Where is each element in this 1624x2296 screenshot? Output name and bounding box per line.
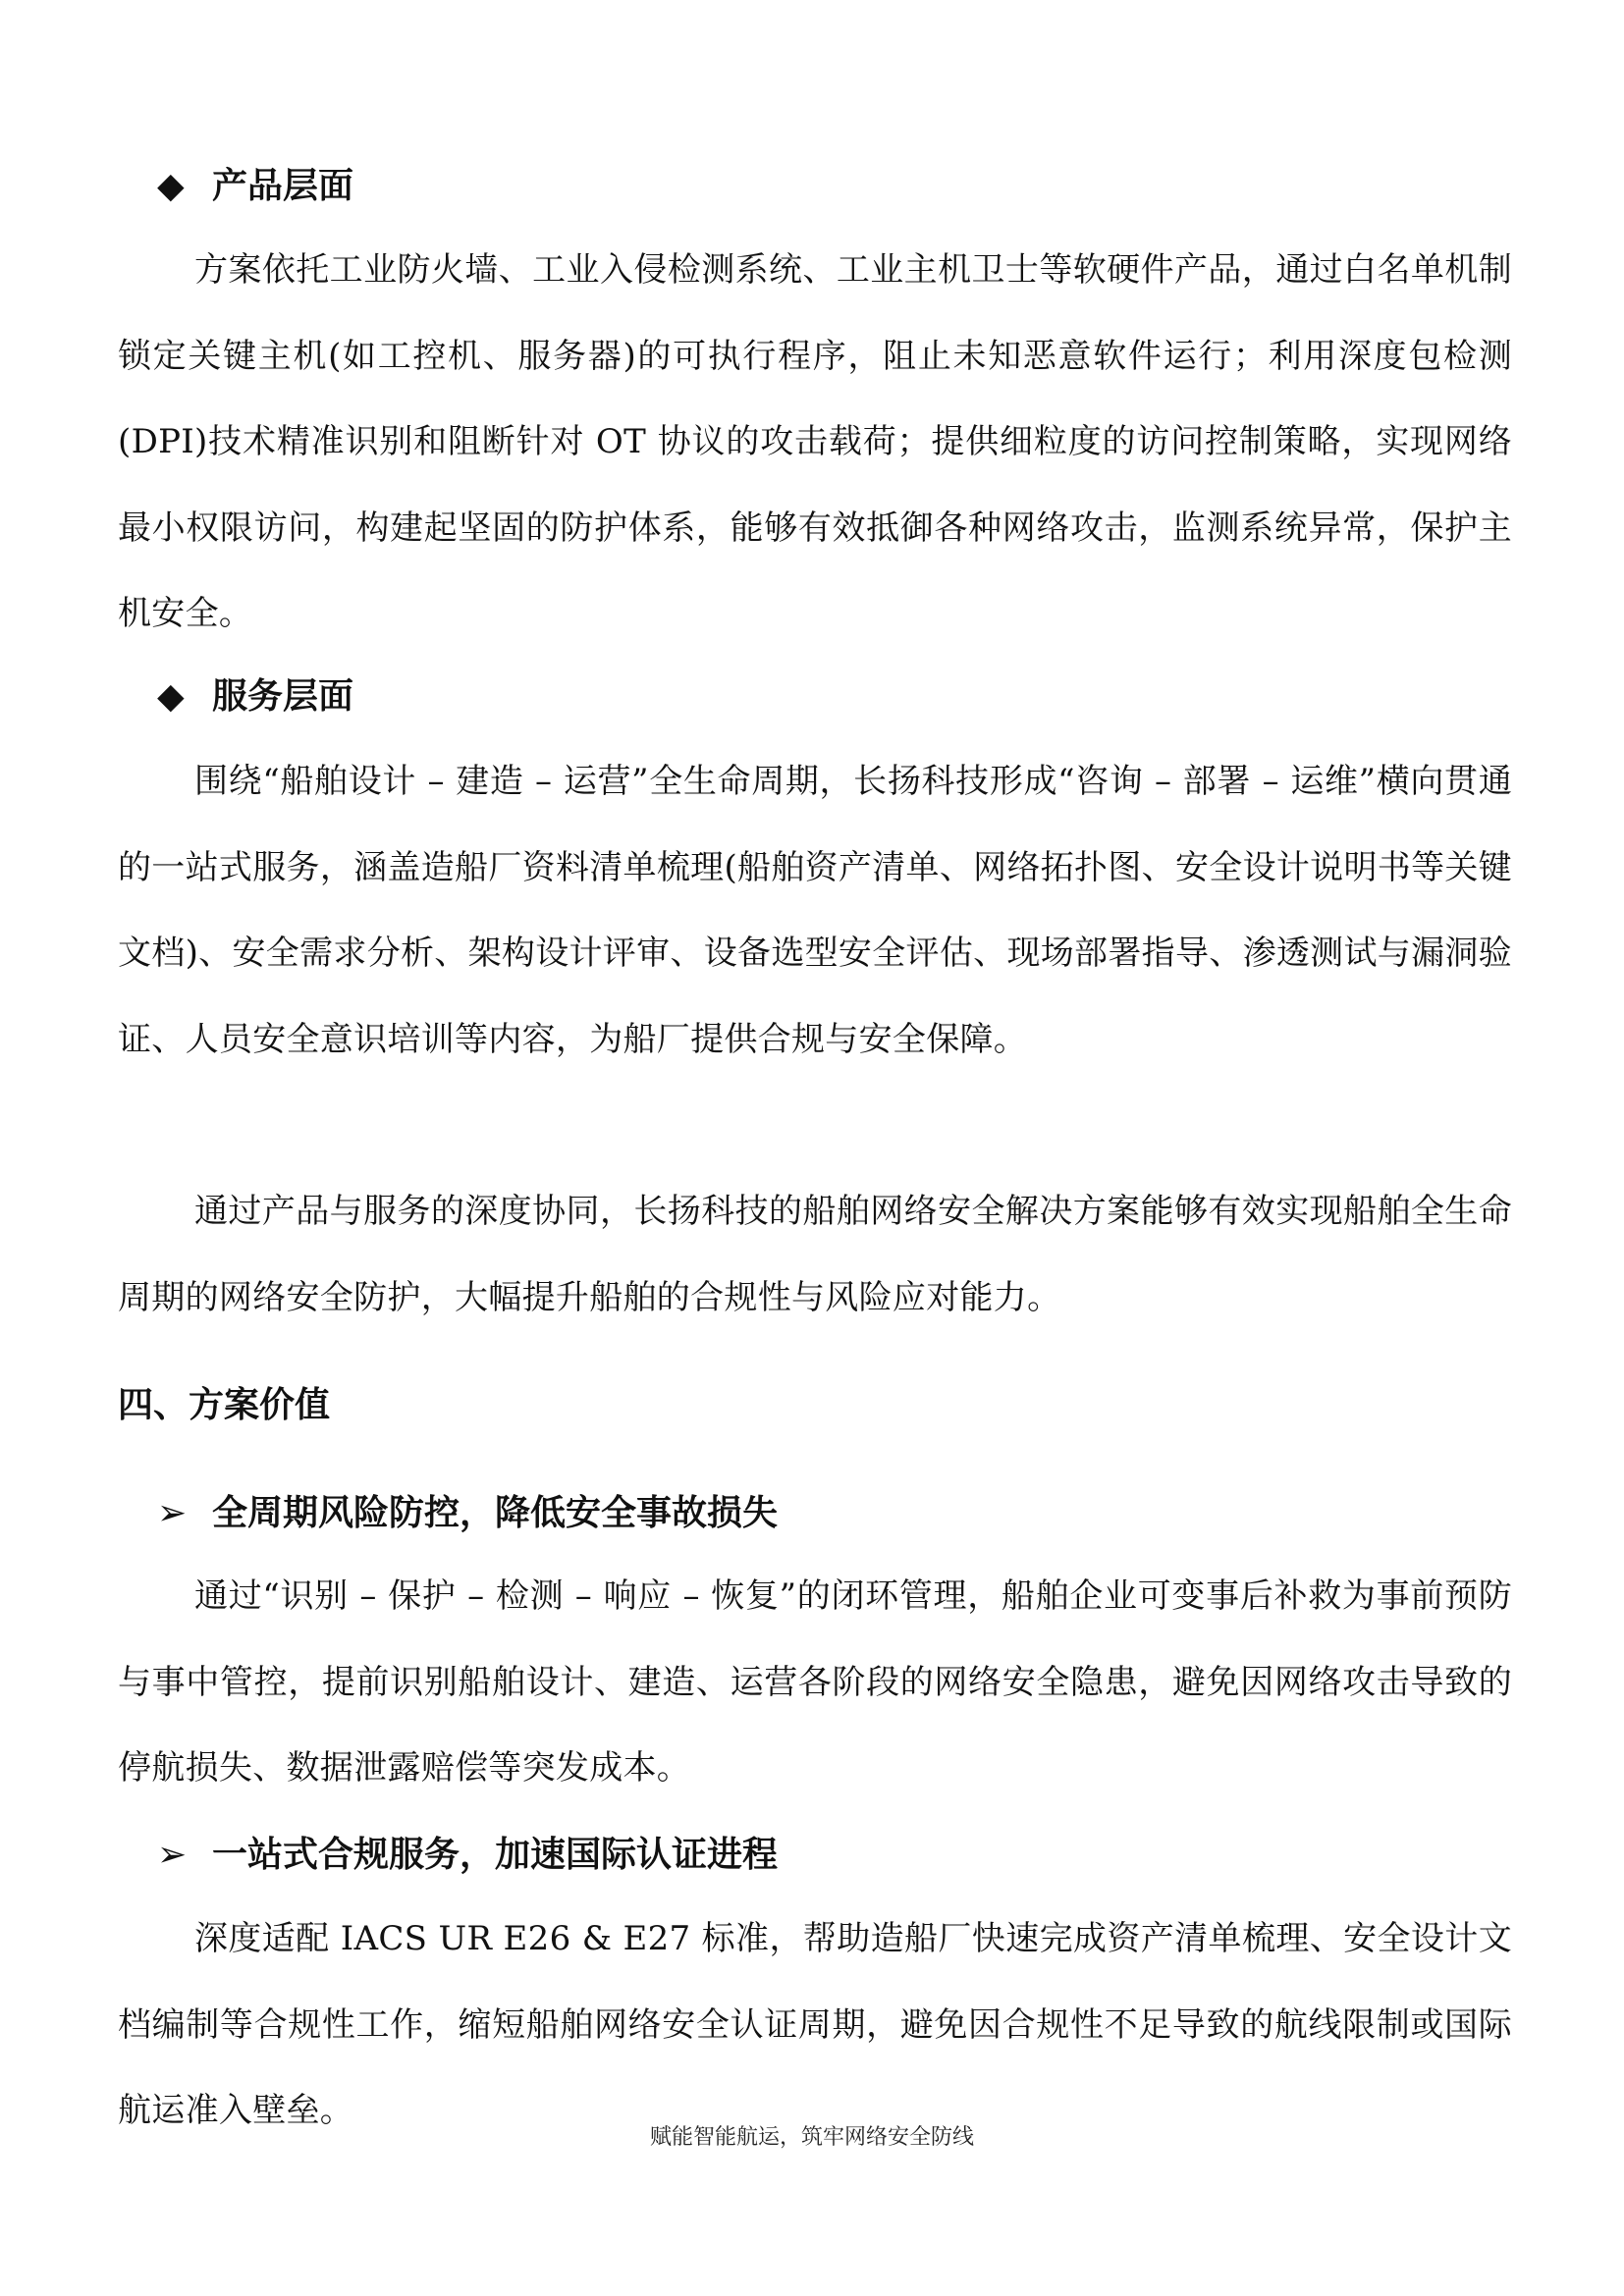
value-title-compliance: 一站式合规服务，加速国际认证进程 [212, 1835, 779, 1875]
paragraph-service: 围绕“船舶设计 – 建造 – 运营”全生命周期，长扬科技形成“咨询 – 部署 – 运维”横向贯通的一站式服务，涵盖造船厂资料清单梳理(船舶资产清单、网络拓扑图、安全设计说明书等关键文档)、安全需求分析、架构设计评审、设备选型安全评估、现场部署指导、渗透测试与漏洞验证、人员安全意识培训等内容，为船厂提供合规与安全保障。 [118, 762, 1512, 1059]
section-heading-service [157, 675, 353, 719]
paragraph-risk: 通过“识别 – 保护 – 检测 – 响应 – 恢复”的闭环管理，船舶企业可变事后补救为事前预防与事中管控，提前识别船舶设计、建造、运营各阶段的网络安全隐患，避免因网络攻击导致的停航损失、数据泄露赔偿等突发成本。 [118, 1576, 1512, 1788]
section-title-service: 服务层面 [212, 676, 354, 717]
chapter-title: 四、方案价值 [118, 1385, 331, 1425]
section-title-product: 产品层面 [212, 166, 354, 206]
section-heading-product [157, 165, 353, 208]
page-footer: 赋能智能航运，筑牢网络安全防线 [649, 2125, 974, 2150]
paragraph-synergy: 通过产品与服务的深度协同，长扬科技的船舶网络安全解决方案能够有效实现船舶全生命周期的网络安全防护，大幅提升船舶的合规性与风险应对能力。 [118, 1192, 1512, 1317]
value-heading-risk [157, 1492, 778, 1535]
arrow-bullet-icon: ➢ [157, 1493, 188, 1533]
value-title-risk: 全周期风险防控，降低安全事故损失 [212, 1493, 779, 1533]
paragraph-product: 方案依托工业防火墙、工业入侵检测系统、工业主机卫士等软硬件产品，通过白名单机制锁定关键主机(如工控机、服务器)的可执行程序，阻止未知恶意软件运行；利用深度包检测(DPI)技术精准识别和阻断针对 OT 协议的攻击载荷；提供细粒度的访问控制策略，实现网络最小权限访问，构建起坚固的防护体系，能够有效抵御各种网络攻击，监测系统异常，保护主机安全。 [118, 250, 1512, 633]
paragraph-compliance: 深度适配 IACS UR E26 & E27 标准，帮助造船厂快速完成资产清单梳理、安全设计文档编制等合规性工作，缩短船舶网络安全认证周期，避免因合规性不足导致的航线限制或国际航运准入壁垒。 [118, 1919, 1512, 2130]
arrow-bullet-icon: ➢ [157, 1835, 188, 1875]
diamond-bullet-icon: ◆ [157, 676, 185, 717]
value-heading-compliance [157, 1834, 778, 1877]
diamond-bullet-icon: ◆ [157, 166, 185, 206]
